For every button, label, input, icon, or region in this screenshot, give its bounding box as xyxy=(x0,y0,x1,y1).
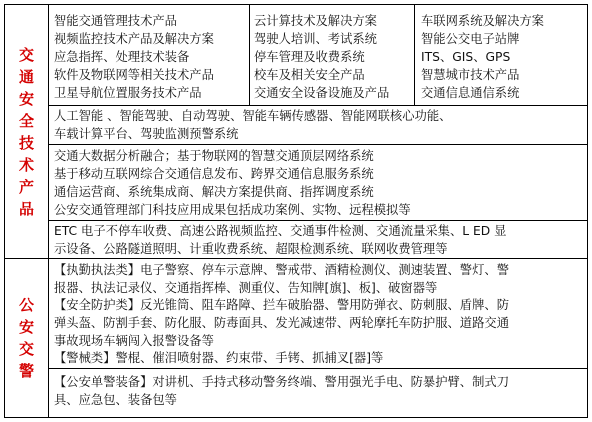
divider-row3 xyxy=(48,220,588,221)
list-item: 卫星导航位置服务技术产品 xyxy=(54,86,202,100)
text-line: 人工智能 、智能驾驶、自动驾驶、智能车辆传感器、智能网联核心功能、 xyxy=(54,109,452,123)
text-line: 【警械类】警棍、催泪喷射器、约束带、手铐、抓捕叉[器]等 xyxy=(54,351,384,365)
title-char: 交 xyxy=(18,45,34,64)
title-char: 产 xyxy=(18,177,34,196)
text-line: 弹头盔、防割手套、防化服、防毒面具、发光减速带、两轮摩托车防护服、道路交通 xyxy=(54,316,509,330)
list-item: 智慧城市技术产品 xyxy=(421,68,520,82)
text-line: 基于移动互联网综合交通信息发布、跨界交通信息服务系统 xyxy=(54,167,374,181)
text-line: 【公安单警装备】对讲机、手持式移动警务终端、警用强光手电、防暴护臂、制式刀 xyxy=(54,375,509,389)
divider-col1-col2 xyxy=(249,4,250,105)
text-line: 【安全防护类】反光锥筒、阻车路障、拦车破胎器、警用防弹衣、防刺服、盾牌、防 xyxy=(54,298,509,312)
text-line: 车载计算平台、驾驶监测预警系统 xyxy=(54,127,239,141)
list-item: 视频监控技术产品及解决方案 xyxy=(54,32,214,46)
title-char: 交 xyxy=(18,340,34,358)
list-item: 校车及相关安全产品 xyxy=(254,68,365,82)
list-item: 车联网系统及解决方案 xyxy=(421,14,544,28)
title-char: 警 xyxy=(18,362,34,380)
title-char: 品 xyxy=(18,199,34,218)
text-line: 通信运营商、系统集成商、解决方案提供商、指挥调度系统 xyxy=(54,185,374,199)
list-item: 停车管理及收费系统 xyxy=(254,50,365,64)
divider-left xyxy=(48,4,49,418)
list-item: 云计算技术及解决方案 xyxy=(254,14,377,28)
section-title-traffic-safety xyxy=(5,5,48,258)
text-line: 具、应急包、装备包等 xyxy=(54,393,177,407)
list-item: ITS、GIS、GPS xyxy=(421,50,511,64)
text-line: 【执勤执法类】电子警察、停车示意牌、警戒带、酒精检测仪、测速装置、警灯、警 xyxy=(54,263,509,277)
divider-row1 xyxy=(48,105,588,106)
list-item: 交通安全设备设施及产品 xyxy=(254,86,390,100)
section-title-police xyxy=(5,259,48,417)
list-item: 驾驶人培训、考试系统 xyxy=(254,32,377,46)
list-item: 交通信息通信系统 xyxy=(421,86,520,100)
list-item: 智能公交电子站牌 xyxy=(421,32,520,46)
title-char: 安 xyxy=(18,318,34,336)
divider-block3 xyxy=(48,368,588,369)
list-item: 软件及物联网等相关技术产品 xyxy=(54,68,214,82)
title-char: 安 xyxy=(18,89,34,108)
divider-col2-col3 xyxy=(414,4,415,105)
list-item: 应急指挥、处理技术装备 xyxy=(54,50,190,64)
text-line: 示设备、公路隧道照明、计重收费系统、超限检测系统、联网收费管理等 xyxy=(54,242,448,256)
title-char: 术 xyxy=(18,155,34,174)
text-line: 报器、执法记录仪、交通指挥棒、测重仪、告知牌[旗]、板]、破窗器等 xyxy=(54,281,438,295)
list-item: 智能交通管理技术产品 xyxy=(54,14,177,28)
title-char: 全 xyxy=(18,111,34,130)
divider-row2 xyxy=(48,144,588,145)
text-line: 事故现场车辆闯入报警设备等 xyxy=(54,334,214,348)
text-line: 公安交通管理部门科技应用成果包括成功案例、实物、远程模拟等 xyxy=(54,203,411,217)
divider-sections xyxy=(4,258,588,259)
title-char: 通 xyxy=(18,67,34,86)
text-line: ETC 电子不停车收费、高速公路视频监控、交通事件检测、交通流量采集、L ED 显 xyxy=(54,224,507,238)
text-line: 交通大数据分析融合；基于物联网的智慧交通顶层网络系统 xyxy=(54,149,374,163)
title-char: 技 xyxy=(18,133,34,152)
title-char: 公 xyxy=(18,296,34,314)
